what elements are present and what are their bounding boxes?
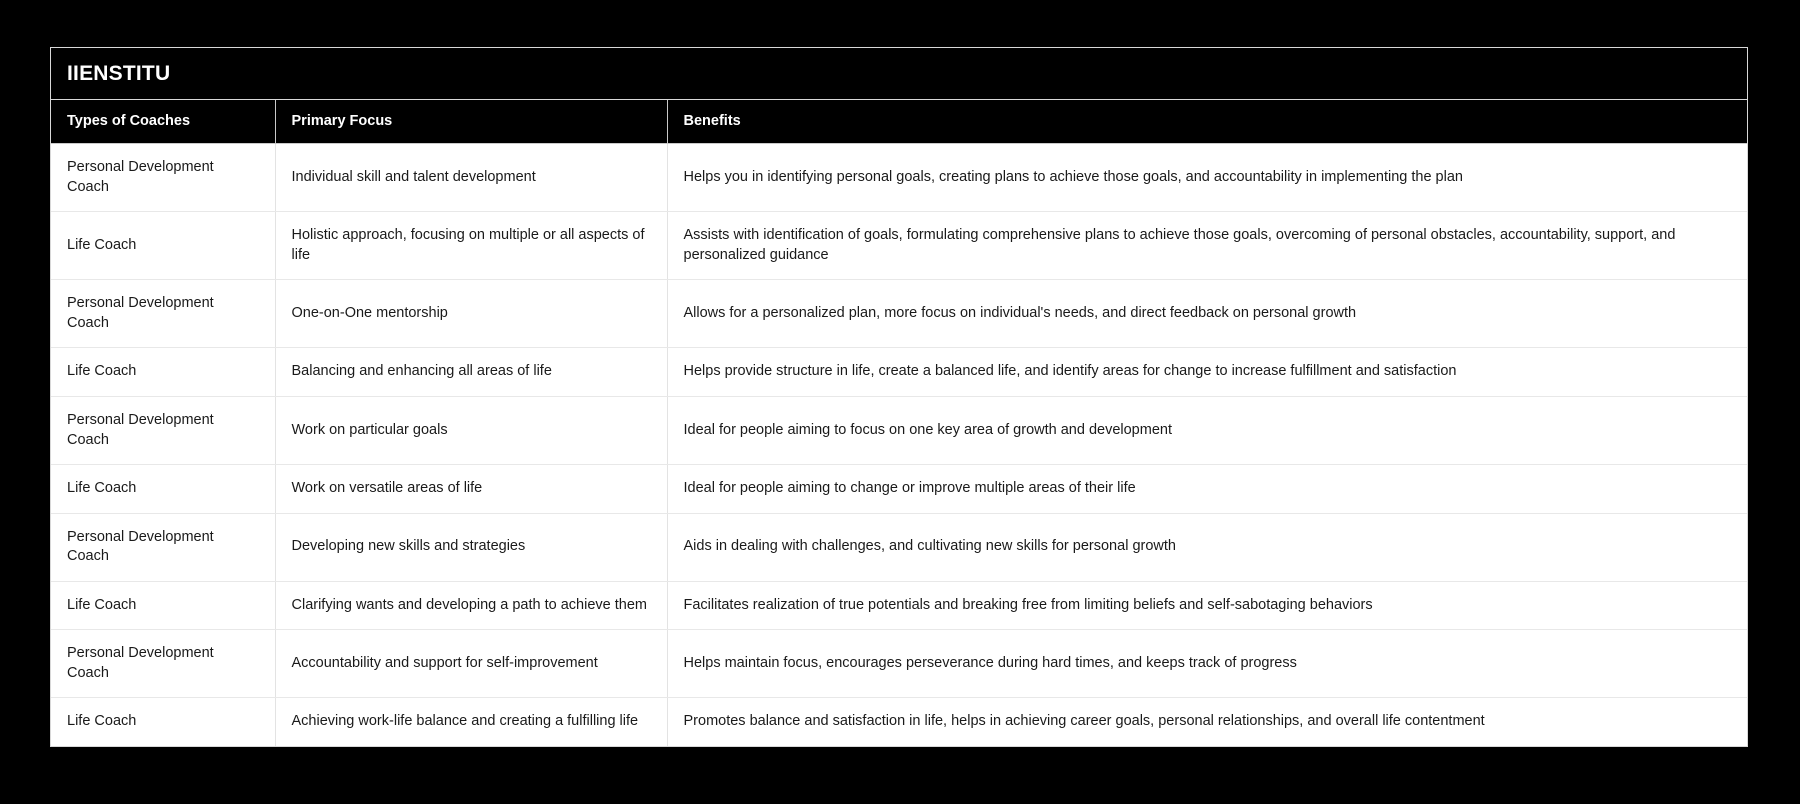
table-row (51, 348, 1747, 397)
cell-type: Life Coach (51, 698, 275, 746)
cell-benefit: Allows for a personalized plan, more focus on individual's needs, and direct feedback on personal growth (667, 280, 1747, 348)
cell-focus: Achieving work-life balance and creating a fulfilling life (275, 698, 667, 746)
cell-focus: One-on-One mentorship (275, 280, 667, 348)
cell-benefit: Promotes balance and satisfaction in life, helps in achieving career goals, personal relationships, and overall life contentment (667, 698, 1747, 746)
cell-focus: Developing new skills and strategies (275, 513, 667, 581)
cell-type: Personal Development Coach (51, 144, 275, 212)
column-header-types-of-coaches: Types of Coaches (51, 100, 275, 144)
cell-benefit: Facilitates realization of true potentials and breaking free from limiting beliefs and self-sabotaging behaviors (667, 581, 1747, 630)
coaching-comparison-table (51, 100, 1747, 746)
cell-benefit: Helps you in identifying personal goals, creating plans to achieve those goals, and accountability in implementing the plan (667, 144, 1747, 212)
cell-benefit: Assists with identification of goals, formulating comprehensive plans to achieve those goals, overcoming of personal obstacles, accountability, support, and personalized guidance (667, 212, 1747, 280)
cell-focus: Balancing and enhancing all areas of life (275, 348, 667, 397)
cell-type: Life Coach (51, 348, 275, 397)
brand-bar (51, 48, 1747, 100)
table-row (51, 698, 1747, 746)
table-header-row (51, 100, 1747, 144)
cell-benefit: Ideal for people aiming to change or improve multiple areas of their life (667, 465, 1747, 514)
cell-type: Personal Development Coach (51, 513, 275, 581)
column-header-primary-focus: Primary Focus (275, 100, 667, 144)
table-row (51, 144, 1747, 212)
cell-focus: Work on versatile areas of life (275, 465, 667, 514)
table-row (51, 513, 1747, 581)
table-row (51, 280, 1747, 348)
table-row (51, 396, 1747, 464)
cell-benefit: Aids in dealing with challenges, and cultivating new skills for personal growth (667, 513, 1747, 581)
table-row (51, 212, 1747, 280)
table-body (51, 144, 1747, 747)
cell-type: Life Coach (51, 581, 275, 630)
table-row (51, 465, 1747, 514)
cell-focus: Clarifying wants and developing a path to achieve them (275, 581, 667, 630)
cell-benefit: Helps maintain focus, encourages perseverance during hard times, and keeps track of progress (667, 630, 1747, 698)
cell-focus: Holistic approach, focusing on multiple or all aspects of life (275, 212, 667, 280)
cell-type: Personal Development Coach (51, 396, 275, 464)
cell-type: Life Coach (51, 465, 275, 514)
cell-focus: Work on particular goals (275, 396, 667, 464)
cell-focus: Individual skill and talent development (275, 144, 667, 212)
cell-type: Personal Development Coach (51, 280, 275, 348)
cell-benefit: Ideal for people aiming to focus on one key area of growth and development (667, 396, 1747, 464)
cell-benefit: Helps provide structure in life, create a balanced life, and identify areas for change to increase fulfillment and satisfaction (667, 348, 1747, 397)
cell-focus: Accountability and support for self-improvement (275, 630, 667, 698)
table-row (51, 581, 1747, 630)
table-row (51, 630, 1747, 698)
cell-type: Life Coach (51, 212, 275, 280)
cell-type: Personal Development Coach (51, 630, 275, 698)
brand-title: IIENSTITU (67, 62, 171, 85)
column-header-benefits: Benefits (667, 100, 1747, 144)
table-head (51, 100, 1747, 144)
table-card (50, 47, 1748, 747)
